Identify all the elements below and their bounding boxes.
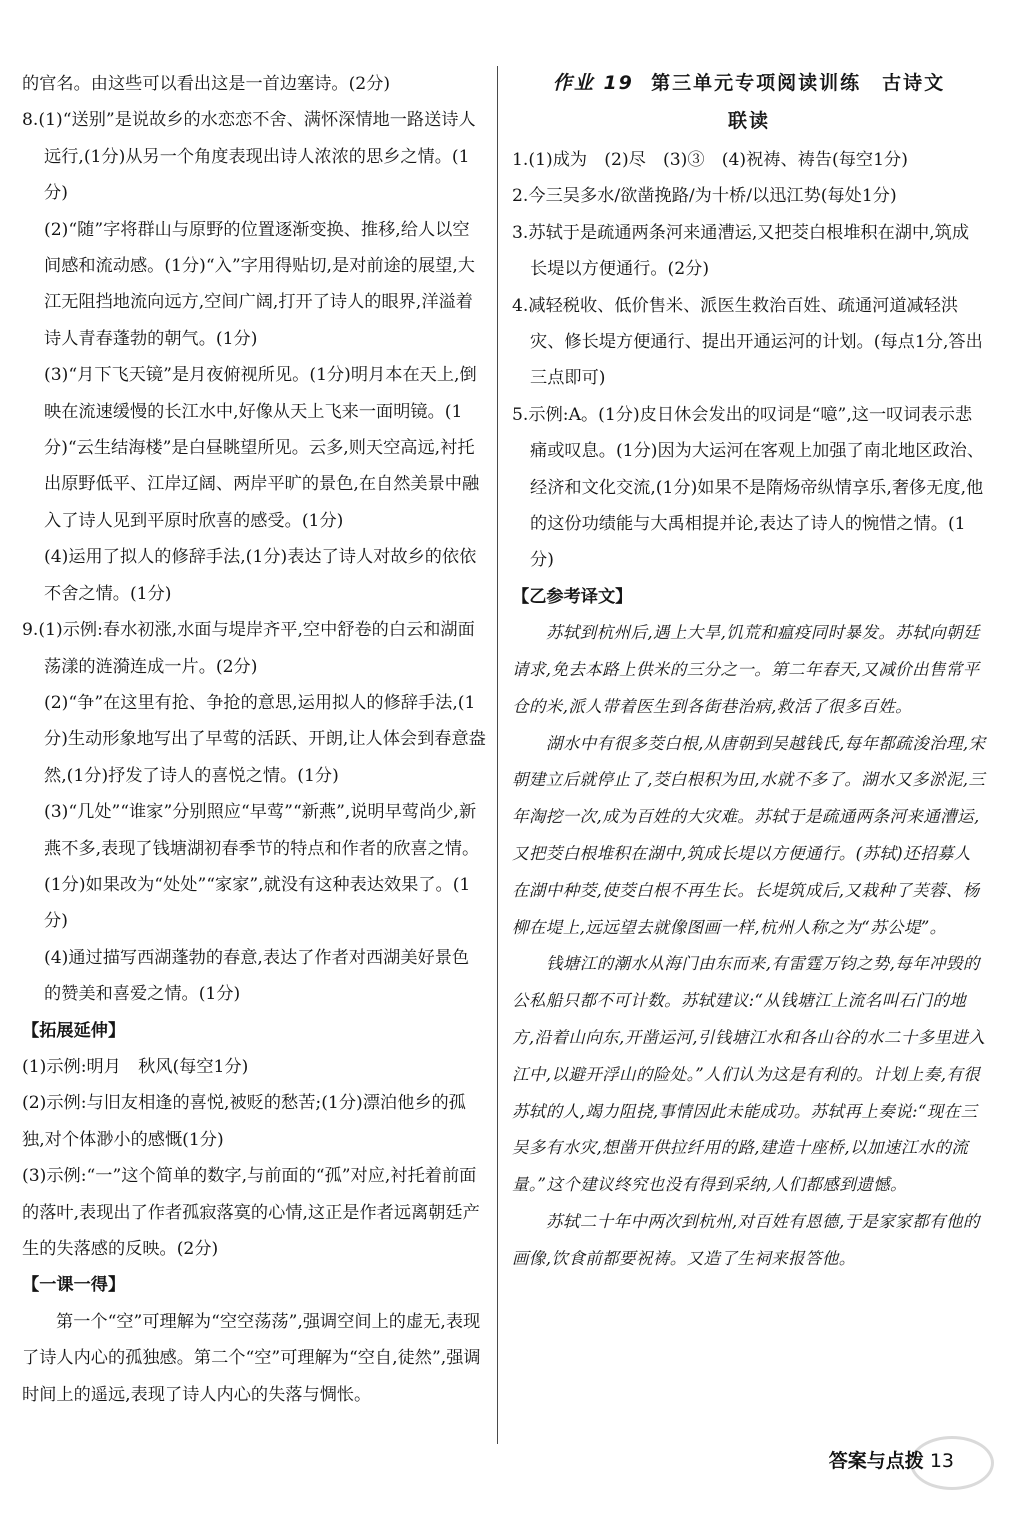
translation-paragraph-1: 苏轼到杭州后,遇上大旱,饥荒和瘟疫同时暴发。苏轼向朝廷请求,免去本路上供米的三分之一。第二年春天,又减价出售常平仓的米,派人带着医生到各街巷治病,救活了很多百姓。 <box>512 623 980 716</box>
answer-r-3: 3.苏轼于是疏通两条河来通漕运,又把茭白根堆积在湖中,筑成长堤以方便通行。(2分) <box>512 222 970 280</box>
extension-3: (3)示例:“一”这个简单的数字,与前面的“孤”对应,衬托着前面的落叶,表现出了作者孤寂落寞的心情,这正是作者远离朝廷产生的失落感的反映。(2分) <box>22 1166 480 1259</box>
extension-1: (1)示例:明月 秋风(每空1分) <box>22 1056 249 1077</box>
translation-paragraph-3: 钱塘江的潮水从海门由东而来,有雷霆万钧之势,每年冲毁的公私船只都不可计数。苏轼建议:“从钱塘江上流名叫石门的地方,沿着山向东,开凿运河,引钱塘江水和各山谷的水二十多里进入江中,以避开浮山的险处。”人们认为这是有利的。计划上奏,有很苏轼的人,竭力阻挠,事情因此未能成功。苏轼再上奏说:“现在三吴多有水灾,想凿开供拉纤用的路,建造十座桥,以加速江水的流量。”这个建议终究也没有得到采纳,人们都感到遗憾。 <box>512 954 986 1195</box>
section-extension: 【拓展延伸】 <box>22 1020 126 1041</box>
answer-r-5: 5.示例:A。(1分)皮日休会发出的叹词是“噫”,这一叹词表示悲痛或叹息。(1分)因为大运河在客观上加强了南北地区政治、经济和文化交流,(1分)如果不是隋炀帝纵情享乐,奢侈无度,他的这份功绩能与大禹相提并论,表达了诗人的惋惜之情。(1分) <box>512 404 985 571</box>
page-number: 13 <box>929 1450 954 1472</box>
footer-label: 答案与点拨 <box>828 1450 924 1472</box>
assignment-title-line2: 联读 <box>727 110 770 132</box>
assignment-heading: 第三单元专项阅读训练 古诗文 <box>651 72 946 94</box>
answer-8-4: (4)运用了拟人的修辞手法,(1分)表达了诗人对故乡的依依不舍之情。(1分) <box>44 547 477 604</box>
extension-2: (2)示例:与旧友相逢的喜悦,被贬的愁苦;(1分)漂泊他乡的孤独,对个体渺小的感慨(1分) <box>22 1093 466 1150</box>
answer-9-2: (2)“争”在这里有抢、争抢的意思,运用拟人的修辞手法,(1分)生动形象地写出了早莺的活跃、开朗,让人体会到春意盎然,(1分)抒发了诗人的喜悦之情。(1分) <box>44 692 486 786</box>
left-column <box>22 66 486 1413</box>
translation-paragraph-4: 苏轼二十年中两次到杭州,对百姓有恩德,于是家家都有他的画像,饮食前都要祝祷。又造了生祠来报答他。 <box>512 1212 980 1268</box>
page-footer <box>829 1446 954 1473</box>
answer-9-1: 9.(1)示例:春水初涨,水面与堤岸齐平,空中舒卷的白云和湖面荡漾的涟漪连成一片。(2分) <box>22 620 475 677</box>
right-column <box>512 66 986 1278</box>
answer-9-3: (3)“几处”“谁家”分别照应“早莺”“新燕”,说明早莺尚少,新燕不多,表现了钱塘湖初春季节的特点和作者的欣喜之情。(1分)如果改为“处处”“家家”,就没有这种表达效果了。(1分) <box>44 802 480 932</box>
answer-r-2: 2.今三吴多水/欲凿挽路/为十桥/以迅江势(每处1分) <box>512 186 897 207</box>
answer-8-1: 8.(1)“送别”是说故乡的水恋恋不舍、满怀深情地一路送诗人远行,(1分)从另一个角度表现出诗人浓浓的思乡之情。(1分) <box>22 110 476 204</box>
translation-paragraph-2: 湖水中有很多茭白根,从唐朝到吴越钱氏,每年都疏浚治理,宋朝建立后就停止了,茭白根积为田,水就不多了。湖水又多淤泥,三年淘挖一次,成为百姓的大灾难。苏轼于是疏通两条河来通漕运,又把茭白根堆积在湖中,筑成长堤以方便通行。(苏轼)还招募人在湖中种茭,使茭白根不再生长。长堤筑成后,又栽种了芙蓉、杨柳在堤上,远远望去就像图画一样,杭州人称之为“苏公堤”。 <box>512 733 986 937</box>
section-one-lesson: 【一课一得】 <box>22 1275 126 1296</box>
answer-8-2: (2)“随”字将群山与原野的位置逐渐变换、推移,给人以空间感和流动感。(1分)“入”字用得贴切,是对前途的展望,大江无阻挡地流向远方,空间广阔,打开了诗人的眼界,洋溢着诗人青春蓬勃的朝气。(1分) <box>44 219 475 349</box>
answer-r-4: 4.减轻税收、低价售米、派医生救治百姓、疏通河道减轻洪灾、修长堤方便通行、提出开通运河的计划。(每点1分,答出三点即可) <box>512 295 983 389</box>
section-translation: 【乙参考译文】 <box>512 586 633 607</box>
answer-r-1: 1.(1)成为 (2)尽 (3)③ (4)祝祷、祷告(每空1分) <box>512 150 908 170</box>
one-lesson-paragraph: 第一个“空”可理解为“空空荡荡”,强调空间上的虚无,表现了诗人内心的孤独感。第二个“空”可理解为“空自,徒然”,强调时间上的遥远,表现了诗人内心的失落与惆怅。 <box>22 1311 481 1405</box>
column-divider <box>497 66 498 1444</box>
assignment-title <box>512 66 986 100</box>
answer-9-4: (4)通过描写西湖蓬勃的春意,表达了作者对西湖美好景色的赞美和喜爱之情。(1分) <box>44 947 470 1005</box>
assignment-number: 作业 19 <box>552 72 634 94</box>
answer-8-3: (3)“月下飞天镜”是月夜俯视所见。(1分)明月本在天上,倒映在流速缓慢的长江水中,好像从天上飞来一面明镜。(1分)“云生结海楼”是白昼眺望所见。云多,则天空高远,衬托出原野低平、江岸辽阔、两岸平旷的景色,在自然美景中融入了诗人见到平原时欣喜的感受。(1分) <box>44 365 480 531</box>
answer-continuation: 的官名。由这些可以看出这是一首边塞诗。(2分) <box>22 74 391 94</box>
translation-body <box>512 615 986 1277</box>
